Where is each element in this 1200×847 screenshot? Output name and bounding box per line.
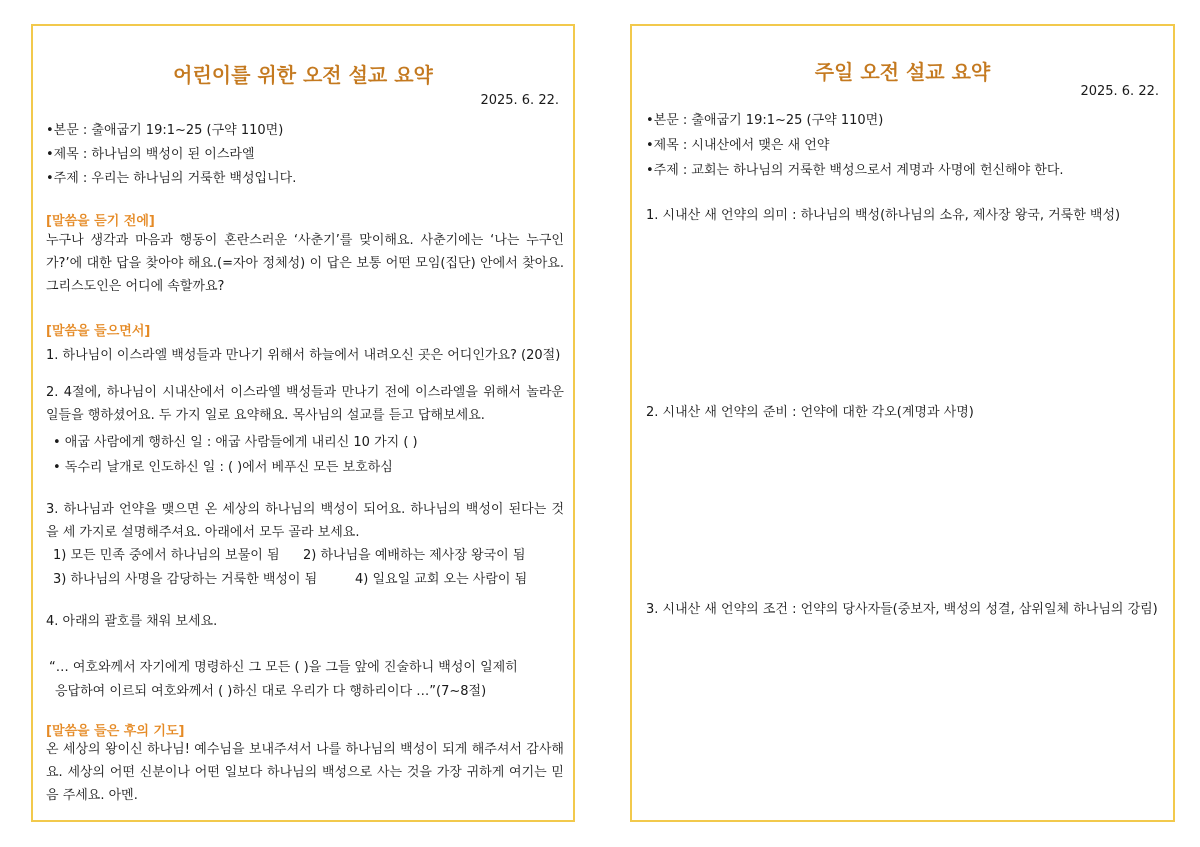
page-title: 주일 오전 설교 요약 — [814, 60, 991, 84]
prayer-text: 온 세상의 왕이신 하나님! 예수님을 보내주셔서 나를 하나님의 백성이 되게 해주셔서 감사해요. 세상의 어떤 신분이나 어떤 일보다 하나님의 백성으로 사는 것을 가장 귀하게 여기는 믿음 주세요. 아멘. — [46, 742, 564, 803]
theme-line: •주제 : 교회는 하나님의 거룩한 백성으로서 계명과 사명에 헌신해야 한다. — [646, 163, 1064, 178]
before-text: 누구나 생각과 마음과 행동이 혼란스러운 ‘사춘기’를 맞이해요. 사춘기에는 ‘나는 누구인가?’에 대한 답을 찾아야 해요.(=자아 정체성) 이 답은 보통 어떤 모임(집단) 안에서 찾아요. 그리스도인은 어디에 속할까요? — [46, 233, 564, 294]
question-3-option-4: 4) 일요일 교회 오는 사람이 됨 — [355, 572, 528, 587]
scripture-line: •본문 : 출애굽기 19:1~25 (구약 110면) — [46, 123, 284, 138]
question-2-item-1: • 애굽 사람에게 행하신 일 : 애굽 사람들에게 내리신 10 가지 ( ) — [53, 435, 418, 450]
page-title: 어린이를 위한 오전 설교 요약 — [173, 63, 433, 87]
sermon-title-line: •제목 : 시내산에서 맺은 새 언약 — [646, 138, 830, 153]
question-3-option-3: 3) 하나님의 사명을 감당하는 거룩한 백성이 됨 — [53, 572, 318, 587]
during-heading: [말씀을 들으면서] — [46, 324, 151, 339]
before-heading: [말씀을 듣기 전에] — [46, 214, 155, 229]
question-4-quote-line-2: 응답하여 이르되 여호와께서 ( )하신 대로 우리가 다 행하리이다 …”(7~8절) — [55, 684, 487, 699]
after-heading: [말씀을 들은 후의 기도] — [46, 724, 185, 739]
sermon-title-line: •제목 : 하나님의 백성이 된 이스라엘 — [46, 147, 255, 162]
theme-line: •주제 : 우리는 하나님의 거룩한 백성입니다. — [46, 171, 297, 186]
question-4-quote-line-1: “… 여호와께서 자기에게 명령하신 그 모든 ( )을 그들 앞에 진술하니 백성이 일제히 — [49, 660, 518, 675]
question-4: 4. 아래의 괄호를 채워 보세요. — [46, 614, 218, 629]
question-3-option-2: 2) 하나님을 예배하는 제사장 왕국이 됨 — [303, 548, 526, 563]
point-2: 2. 시내산 새 언약의 준비 : 언약에 대한 각오(계명과 사명) — [646, 405, 974, 420]
question-2-item-2: • 독수리 날개로 인도하신 일 : ( )에서 베푸신 모든 보호하심 — [53, 460, 393, 475]
point-3: 3. 시내산 새 언약의 조건 : 언약의 당사자들(중보자, 백성의 성결, 삼위일체 하나님의 강림) — [646, 602, 1158, 617]
question-2: 2. 4절에, 하나님이 시내산에서 이스라엘 백성들과 만나기 전에 이스라엘을 위해서 놀라운 일들을 행하셨어요. 두 가지 일로 요약해요. 목사님의 설교를 듣고 답해보세요. — [46, 385, 564, 423]
children-sermon-page — [31, 24, 575, 822]
question-3: 3. 하나님과 언약을 맺으면 온 세상의 하나님의 백성이 되어요. 하나님의 백성이 된다는 것을 세 가지로 설명해주셔요. 아래에서 모두 골라 보세요. — [46, 502, 564, 540]
scripture-line: •본문 : 출애굽기 19:1~25 (구약 110면) — [646, 113, 884, 128]
point-1: 1. 시내산 새 언약의 의미 : 하나님의 백성(하나님의 소유, 제사장 왕국, 거룩한 백성) — [646, 208, 1121, 223]
sunday-sermon-page — [630, 24, 1175, 822]
sermon-date: 2025. 6. 22. — [1080, 84, 1159, 99]
sermon-date: 2025. 6. 22. — [480, 93, 559, 108]
question-1: 1. 하나님이 이스라엘 백성들과 만나기 위해서 하늘에서 내려오신 곳은 어디인가요? (20절) — [46, 348, 561, 363]
question-3-option-1: 1) 모든 민족 중에서 하나님의 보물이 됨 — [53, 548, 280, 563]
